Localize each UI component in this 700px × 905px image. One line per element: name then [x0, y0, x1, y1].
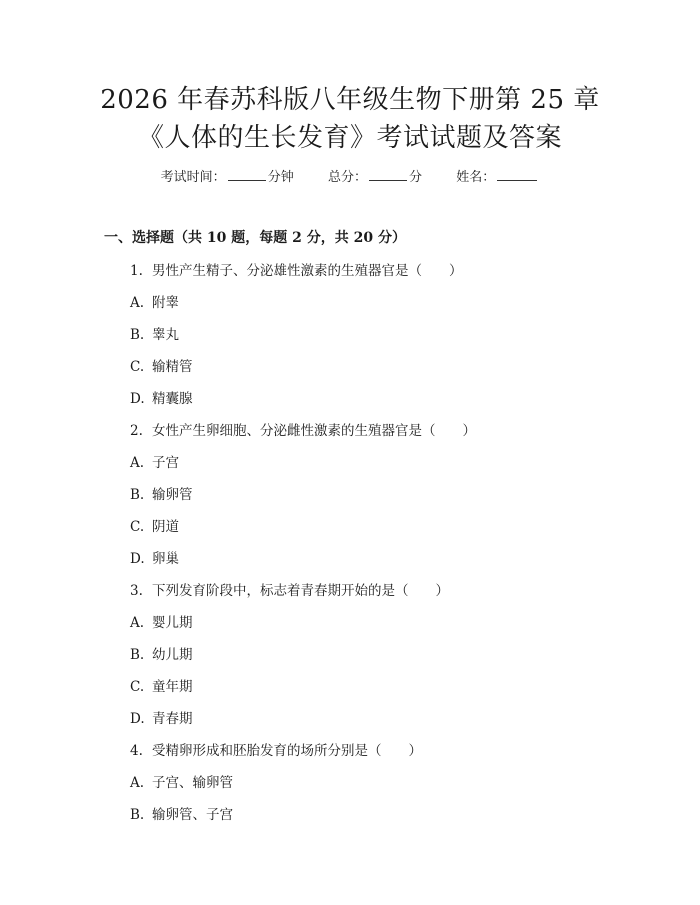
question-2-option-c [130, 518, 179, 536]
question-text: 受精卵形成和胚胎发育的场所分别是（ ） [152, 743, 422, 759]
exam-time-label: 考试时间： [160, 170, 226, 185]
option-text: 输卵管、子宫 [152, 807, 233, 823]
student-name-field [456, 168, 539, 187]
page-title-line-1: 2026 年春苏科版八年级生物下册第 25 章 [100, 85, 600, 115]
option-letter: A. [130, 615, 145, 631]
option-letter: B. [130, 647, 145, 663]
option-letter: D. [130, 391, 145, 407]
total-score-blank [369, 168, 407, 181]
option-text: 卵巢 [152, 551, 179, 567]
question-1 [130, 262, 463, 280]
student-name-label: 姓名： [456, 170, 496, 185]
option-text: 子宫 [152, 455, 179, 471]
option-letter: A. [130, 775, 145, 791]
question-number: 3. [130, 583, 143, 599]
option-text: 子宫、输卵管 [152, 775, 233, 791]
question-text: 女性产生卵细胞、分泌雌性激素的生殖器官是（ ） [152, 423, 476, 439]
option-letter: B. [130, 327, 145, 343]
question-number: 2. [130, 423, 143, 439]
question-text: 男性产生精子、分泌雄性激素的生殖器官是（ ） [152, 263, 463, 279]
option-text: 睾丸 [152, 327, 179, 343]
question-text: 下列发育阶段中，标志着青春期开始的是（ ） [152, 583, 449, 599]
total-score-unit: 分 [409, 170, 423, 185]
question-2-option-a [130, 454, 179, 472]
total-score-field [328, 168, 422, 187]
question-1-option-a [130, 294, 179, 312]
option-text: 输精管 [152, 359, 193, 375]
question-2-option-b [130, 486, 193, 504]
option-letter: C. [130, 359, 145, 375]
option-text: 青春期 [152, 711, 193, 727]
section-heading: 一、选择题（共 10 题，每题 2 分，共 20 分） [104, 230, 406, 246]
option-letter: B. [130, 807, 145, 823]
question-3 [130, 582, 449, 600]
option-text: 阴道 [152, 519, 179, 535]
option-letter: D. [130, 551, 145, 567]
page-title-line-2: 《人体的生长发育》考试试题及答案 [137, 123, 562, 153]
option-text: 幼儿期 [152, 647, 193, 663]
question-number: 1. [130, 263, 143, 279]
question-1-option-b [130, 326, 179, 344]
question-4 [130, 742, 422, 760]
exam-meta-row [0, 168, 700, 187]
option-letter: C. [130, 519, 145, 535]
option-letter: A. [130, 455, 145, 471]
total-score-label: 总分： [327, 170, 367, 185]
option-text: 输卵管 [152, 487, 193, 503]
option-text: 精囊腺 [152, 391, 193, 407]
option-letter: A. [130, 295, 145, 311]
question-4-option-b [130, 806, 233, 824]
option-text: 附睾 [152, 295, 179, 311]
option-letter: B. [130, 487, 145, 503]
question-2 [130, 422, 476, 440]
question-1-option-c [130, 358, 193, 376]
question-3-option-d [130, 710, 193, 728]
question-4-option-a [130, 774, 233, 792]
option-text: 婴儿期 [152, 615, 193, 631]
question-3-option-c [130, 678, 193, 696]
option-letter: D. [130, 711, 145, 727]
exam-time-blank [228, 168, 266, 181]
option-text: 童年期 [152, 679, 193, 695]
question-3-option-b [130, 646, 193, 664]
question-3-option-a [130, 614, 193, 632]
exam-time-field [161, 168, 294, 187]
question-2-option-d [130, 550, 179, 568]
student-name-blank [497, 168, 537, 181]
option-letter: C. [130, 679, 145, 695]
question-1-option-d [130, 390, 193, 408]
question-number: 4. [130, 743, 143, 759]
exam-time-unit: 分钟 [267, 170, 294, 185]
